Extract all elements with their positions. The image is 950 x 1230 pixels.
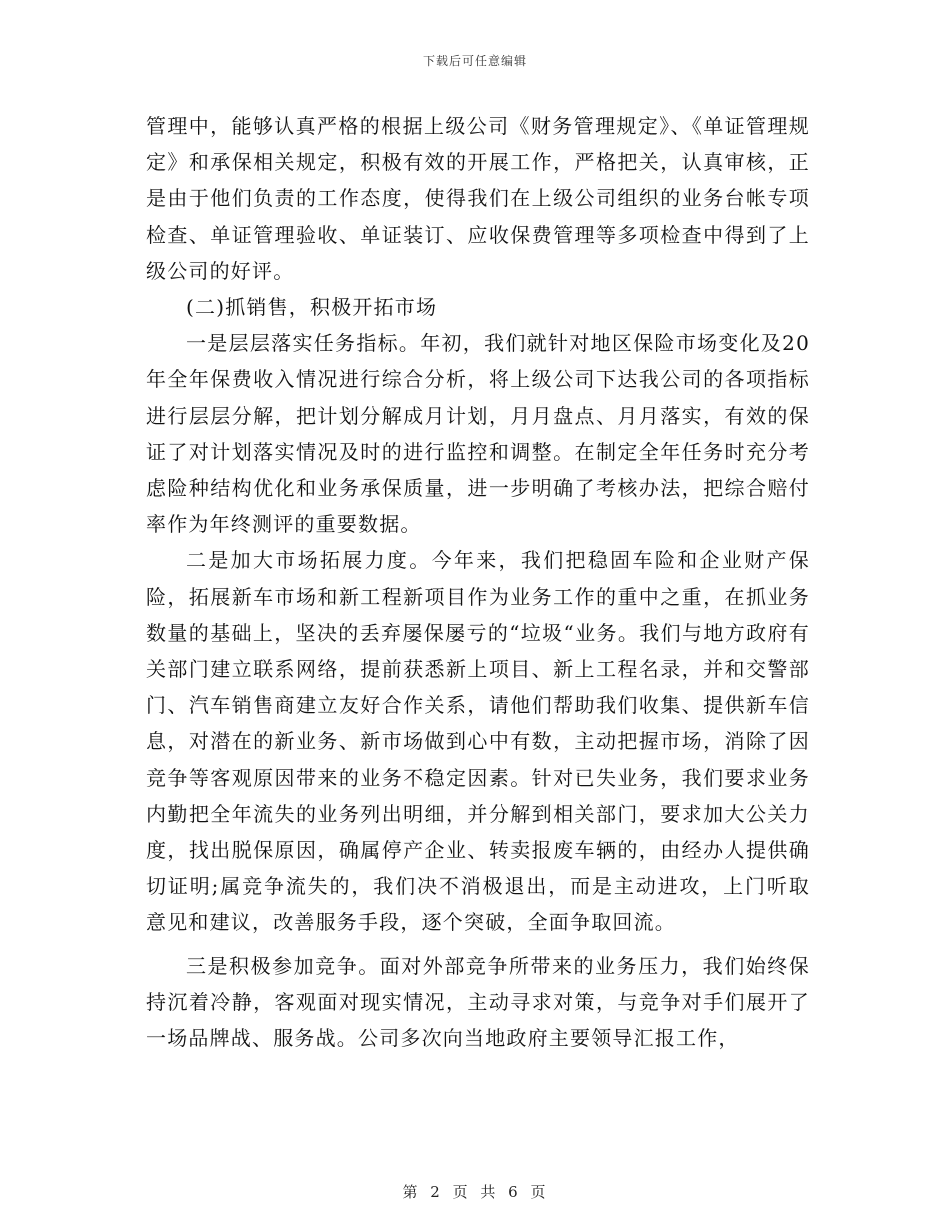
page-header-note: 下载后可任意编辑 <box>422 54 527 68</box>
paragraph-task-targets: 一是层层落实任务指标。年初，我们就针对地区保险市场变化及20年全年保费收入情况进行综合分析，将上级公司下达我公司的各项指标进行层层分解，把计划分解成月计划，月月盘点、月月落实，有效的保证了对计划落实情况及时的进行监控和调整。在制定全年任务时充分考虑险种结构优化和业务承保质量，进一步明确了考核办法，把综合赔付率作为年终测评的重要数据。 <box>146 331 810 537</box>
paragraph-competition: 三是积极参加竞争。面对外部竞争所带来的业务压力，我们始终保持沉着冷静，客观面对现实情况，主动寻求对策，与竞争对手们展开了一场品牌战、服务战。公司多次向当地政府主要领导汇报工作， <box>146 953 810 1051</box>
paragraph-market-expansion: 二是加大市场拓展力度。今年来，我们把稳固车险和企业财产保险，拓展新车市场和新工程新项目作为业务工作的重中之重，在抓业务数量的基础上，坚决的丢弃屡保屡亏的“垃圾“业务。我们与地方政府有关部门建立联系网络，提前获悉新上项目、新上工程名录，并和交警部门、汽车销售商建立友好合作关系，请他们帮助我们收集、提供新车信息，对潜在的新业务、新市场做到心中有数，主动把握市场，消除了因竞争等客观原因带来的业务不稳定因素。针对已失业务，我们要求业务内勤把全年流失的业务列出明细，并分解到相关部门，要求加大公关力度，找出脱保原因，确属停产企业、转卖报废车辆的，由经办人提供确切证明;属竞争流失的，我们决不消极退出，而是主动进攻，上门听取意见和建议，改善服务手段，逐个突破，全面争取回流。 <box>146 548 810 935</box>
paragraph-continuation: 管理中，能够认真严格的根据上级公司《财务管理规定》、《单证管理规定》和承保相关规定，积极有效的开展工作，严格把关，认真审核，正是由于他们负责的工作态度，使得我们在上级公司组织的业务台帐专项检查、单证管理验收、单证装订、应收保费管理等多项检查中得到了上级公司的好评。 <box>146 114 810 283</box>
section-heading: (二)抓销售，积极开拓市场 <box>186 295 438 320</box>
document-body <box>146 108 810 1056</box>
page-number: 第 2 页 共 6 页 <box>402 1183 548 1201</box>
